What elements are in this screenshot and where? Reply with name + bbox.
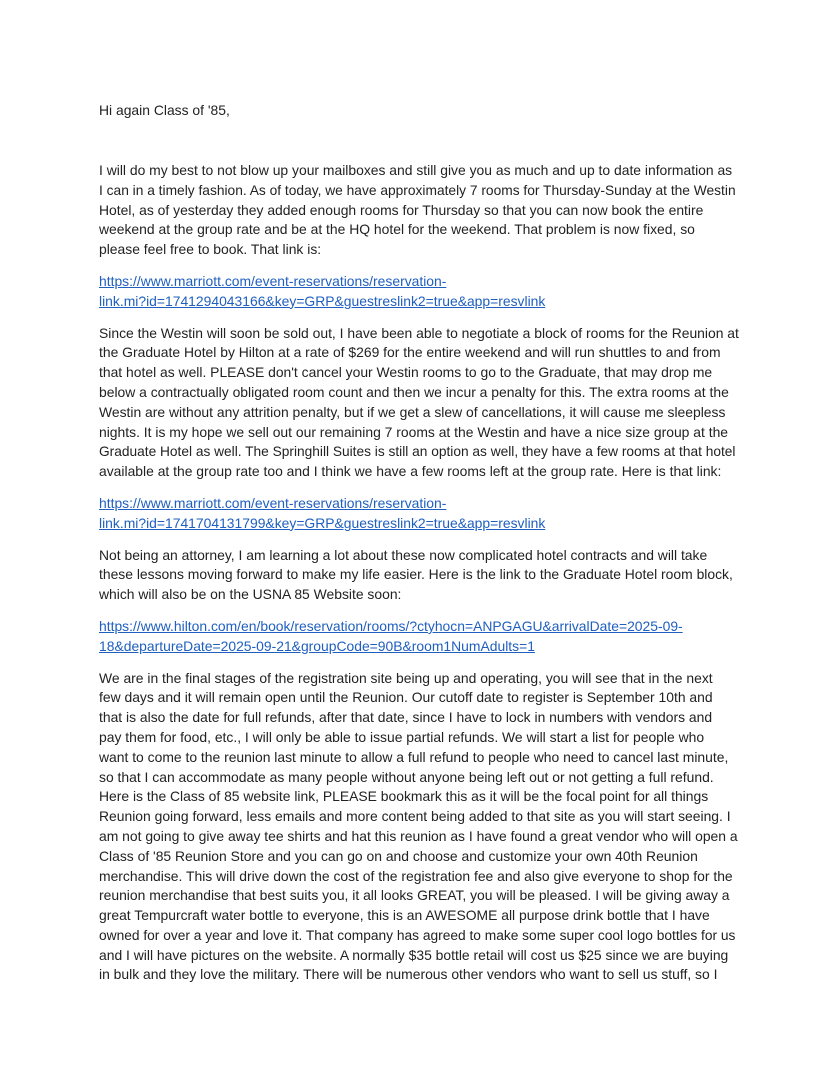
text-line: Reunion going forward, less emails and more content being added to that site as you will start seeing. I: [99, 808, 731, 825]
text-line: nights. It is my hope we sell out our remaining 7 rooms at the Westin and have a nice size group at the: [99, 423, 729, 440]
link-line: https://www.marriott.com/event-reservations/reservation-: [99, 494, 447, 511]
text-line: I will do my best to not blow up your mailboxes and still give you as much and up to date information as: [99, 162, 733, 178]
text-line: Graduate Hotel as well. The Springhill Suites is still an option as well, they have a few rooms at that hotel: [99, 444, 736, 460]
link-line: 18&departureDate=2025-09-21&groupCode=90B&room1NumAdults=1: [99, 637, 535, 654]
text-line: that hotel as well. PLEASE don't cancel your Westin rooms to go to the Graduate, that may drop me: [99, 364, 713, 381]
text-line: and I will have pictures on the website. A normally $35 bottle retail will cost us $25 since we are buying: [99, 946, 729, 963]
text-line: available at the group rate too and I think we have a few rooms left at the group rate. Here is that link:: [99, 463, 722, 480]
link-line: link.mi?id=1741704131799&key=GRP&guestreslink2=true&app=resvlink: [99, 514, 546, 531]
text-line: below a contractually obligated room count and then we incur a penalty for this. The extra rooms at the: [99, 383, 729, 400]
text-line: Hotel, as of yesterday they added enough rooms for Thursday so that you can now book the entire: [99, 201, 704, 218]
link-line: link.mi?id=1741294043166&key=GRP&guestreslink2=true&app=resvlink: [99, 292, 546, 309]
text-line: merchandise. This will drive down the cost of the registration fee and also give everyone to shop for the: [99, 867, 733, 884]
paragraph-graduate-hotel: [99, 324, 739, 482]
text-line: I can in a timely fashion. As of today, we have approximately 7 rooms for Thursday-Sunday at the Westin: [99, 182, 736, 198]
text-line: these lessons moving forward to make my life easier. Here is the link to the Graduate Hotel room block,: [99, 566, 733, 583]
text-line: so that I can accommodate as many people without anyone being left out or not getting a full refund.: [99, 768, 714, 785]
text-line: Westin are without any attrition penalty, but if we get a slew of cancellations, it will cause me sleepless: [99, 403, 726, 420]
paragraph-hotel-contracts: [99, 546, 739, 605]
text-line: the Graduate Hotel by Hilton at a rate of $269 for the entire weekend and will run shuttles to and from: [99, 344, 721, 361]
text-line: want to come to the reunion last minute to allow a full refund to people who need to cancel last minute,: [99, 748, 729, 765]
westin-reservation-link[interactable]: [99, 272, 739, 312]
text-line: owned for over a year and love it. That company has agreed to make some super cool logo bottles for us: [99, 927, 736, 943]
paragraph-registration: [99, 669, 739, 986]
paragraph-westin-update: [99, 161, 739, 260]
link-line: https://www.hilton.com/en/book/reservation/rooms/?ctyhocn=ANPGAGU&arrivalDate=2025-09-: [99, 617, 683, 634]
text-line: please feel free to book. That link is:: [99, 241, 322, 258]
text-line: great Tempurcraft water bottle to everyone, this is an AWESOME all purpose drink bottle that I have: [99, 907, 710, 924]
text-line: Here is the Class of 85 website link, PLEASE bookmark this as it will be the focal point for all things: [99, 788, 709, 805]
text-line: am not going to give away tee shirts and hat this reunion as I have found a great vendor who will open a: [99, 827, 738, 844]
text-line: Class of '85 Reunion Store and you can go on and choose and customize your own 40th Reunion: [99, 847, 698, 864]
document-body: [99, 161, 739, 997]
graduate-hotel-reservation-link[interactable]: [99, 617, 739, 657]
text-line: pay them for food, etc., I will only be able to issue partial refunds. We will start a list for people who: [99, 728, 705, 745]
text-line: weekend at the group rate and be at the HQ hotel for the weekend. That problem is now fixed, so: [99, 221, 695, 238]
text-line: We are in the final stages of the registration site being up and operating, you will see that in the next: [99, 669, 713, 686]
text-line: Not being an attorney, I am learning a lot about these now complicated hotel contracts and will take: [99, 546, 708, 563]
text-line: Since the Westin will soon be sold out, I have been able to negotiate a block of rooms for the Reunion at: [99, 324, 739, 341]
text-line: few days and it will remain open until the Reunion. Our cutoff date to register is September 10th and: [99, 689, 713, 706]
greeting: Hi again Class of '85,: [99, 102, 230, 118]
text-line: which will also be on the USNA 85 Website soon:: [99, 586, 402, 603]
link-line: https://www.marriott.com/event-reservations/reservation-: [99, 272, 447, 289]
text-line: that is also the date for full refunds, after that date, since I have to lock in numbers with vendors and: [99, 709, 713, 726]
springhill-reservation-link[interactable]: [99, 494, 739, 534]
text-line: in bulk and they love the military. There will be numerous other vendors who want to sell us stuff, so I: [99, 966, 718, 983]
text-line: reunion merchandise that best suits you, it all looks GREAT, you will be pleased. I will be giving away a: [99, 887, 730, 904]
